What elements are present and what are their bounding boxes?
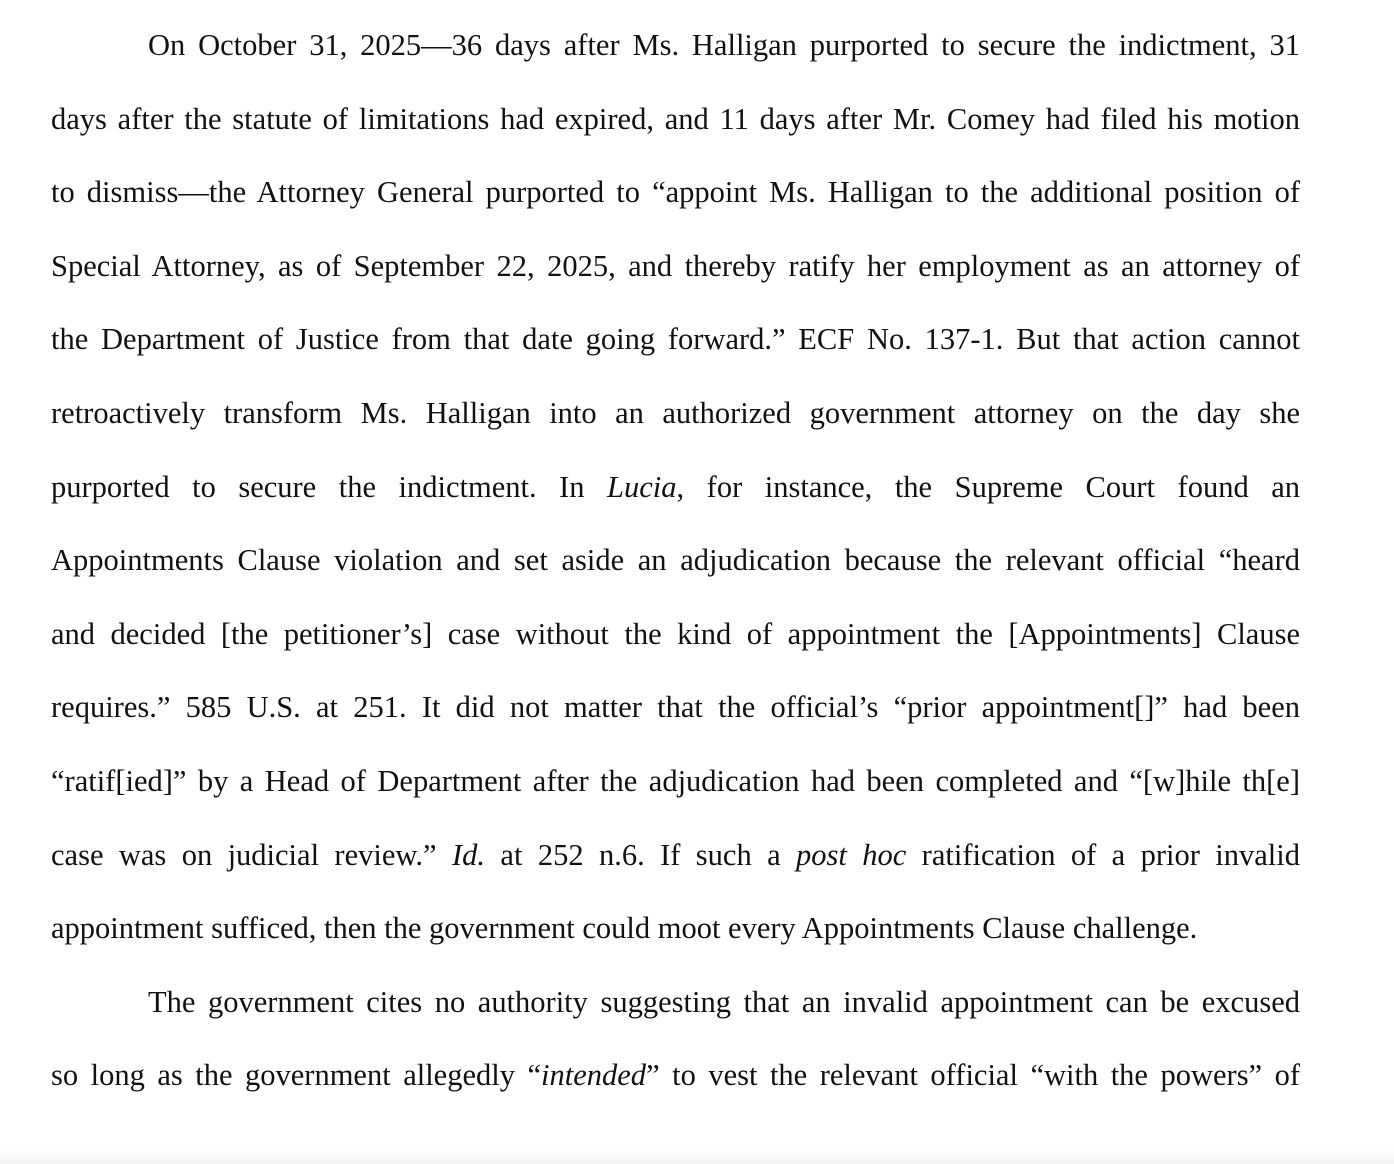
paragraph-line: the Department of Justice from that date going forward.” ECF No. 137-1. But that action cannot bbox=[51, 322, 1300, 356]
paragraph-line: retroactively transform Ms. Halligan into an authorized government attorney on the day she bbox=[51, 396, 1300, 430]
case-name-lucia: Lucia bbox=[607, 470, 677, 504]
line-text: ” to vest the relevant official “with the powers” of bbox=[646, 1058, 1301, 1092]
paragraph-line bbox=[51, 467, 1300, 507]
latin-phrase: post hoc bbox=[796, 838, 907, 872]
paragraph-line: “ratif[ied]” by a Head of Department after the adjudication had been completed and “[w]hile th[e] bbox=[51, 764, 1300, 798]
paragraph-line: days after the statute of limitations had expired, and 11 days after Mr. Comey had filed his motion bbox=[51, 102, 1300, 136]
line-text: ratification of a prior invalid bbox=[906, 838, 1300, 872]
paragraph-line: The government cites no authority suggesting that an invalid appointment can be excused bbox=[148, 985, 1300, 1019]
paragraph-line: Special Attorney, as of September 22, 2025, and thereby ratify her employment as an attorney of bbox=[51, 249, 1300, 283]
paragraph-line: Appointments Clause violation and set aside an adjudication because the relevant official “heard bbox=[51, 543, 1300, 577]
emphasis-intended: intended bbox=[541, 1058, 647, 1092]
paragraph-line: requires.” 585 U.S. at 251. It did not matter that the official’s “prior appointment[]” had been bbox=[51, 690, 1300, 724]
citation-id: Id. bbox=[451, 838, 486, 872]
paragraph-line bbox=[51, 835, 1300, 875]
line-text: so long as the government allegedly “ bbox=[51, 1058, 542, 1092]
line-text: case was on judicial review.” bbox=[51, 838, 452, 872]
paragraph-line: appointment sufficed, then the government could moot every Appointments Clause challenge. bbox=[51, 911, 1198, 945]
paragraph-line: and decided [the petitioner’s] case without the kind of appointment the [Appointments] Clause bbox=[51, 617, 1300, 651]
line-text: , for instance, the Supreme Court found an bbox=[676, 470, 1300, 504]
paragraph-line: to dismiss—the Attorney General purported to “appoint Ms. Halligan to the additional position of bbox=[51, 175, 1300, 209]
paragraph-line bbox=[51, 1055, 1300, 1095]
line-text: purported to secure the indictment. In bbox=[51, 470, 608, 504]
page-bottom-edge bbox=[0, 1150, 1394, 1164]
line-text: at 252 n.6. If such a bbox=[485, 838, 797, 872]
paragraph-line: On October 31, 2025—36 days after Ms. Halligan purported to secure the indictment, 31 bbox=[148, 28, 1300, 62]
